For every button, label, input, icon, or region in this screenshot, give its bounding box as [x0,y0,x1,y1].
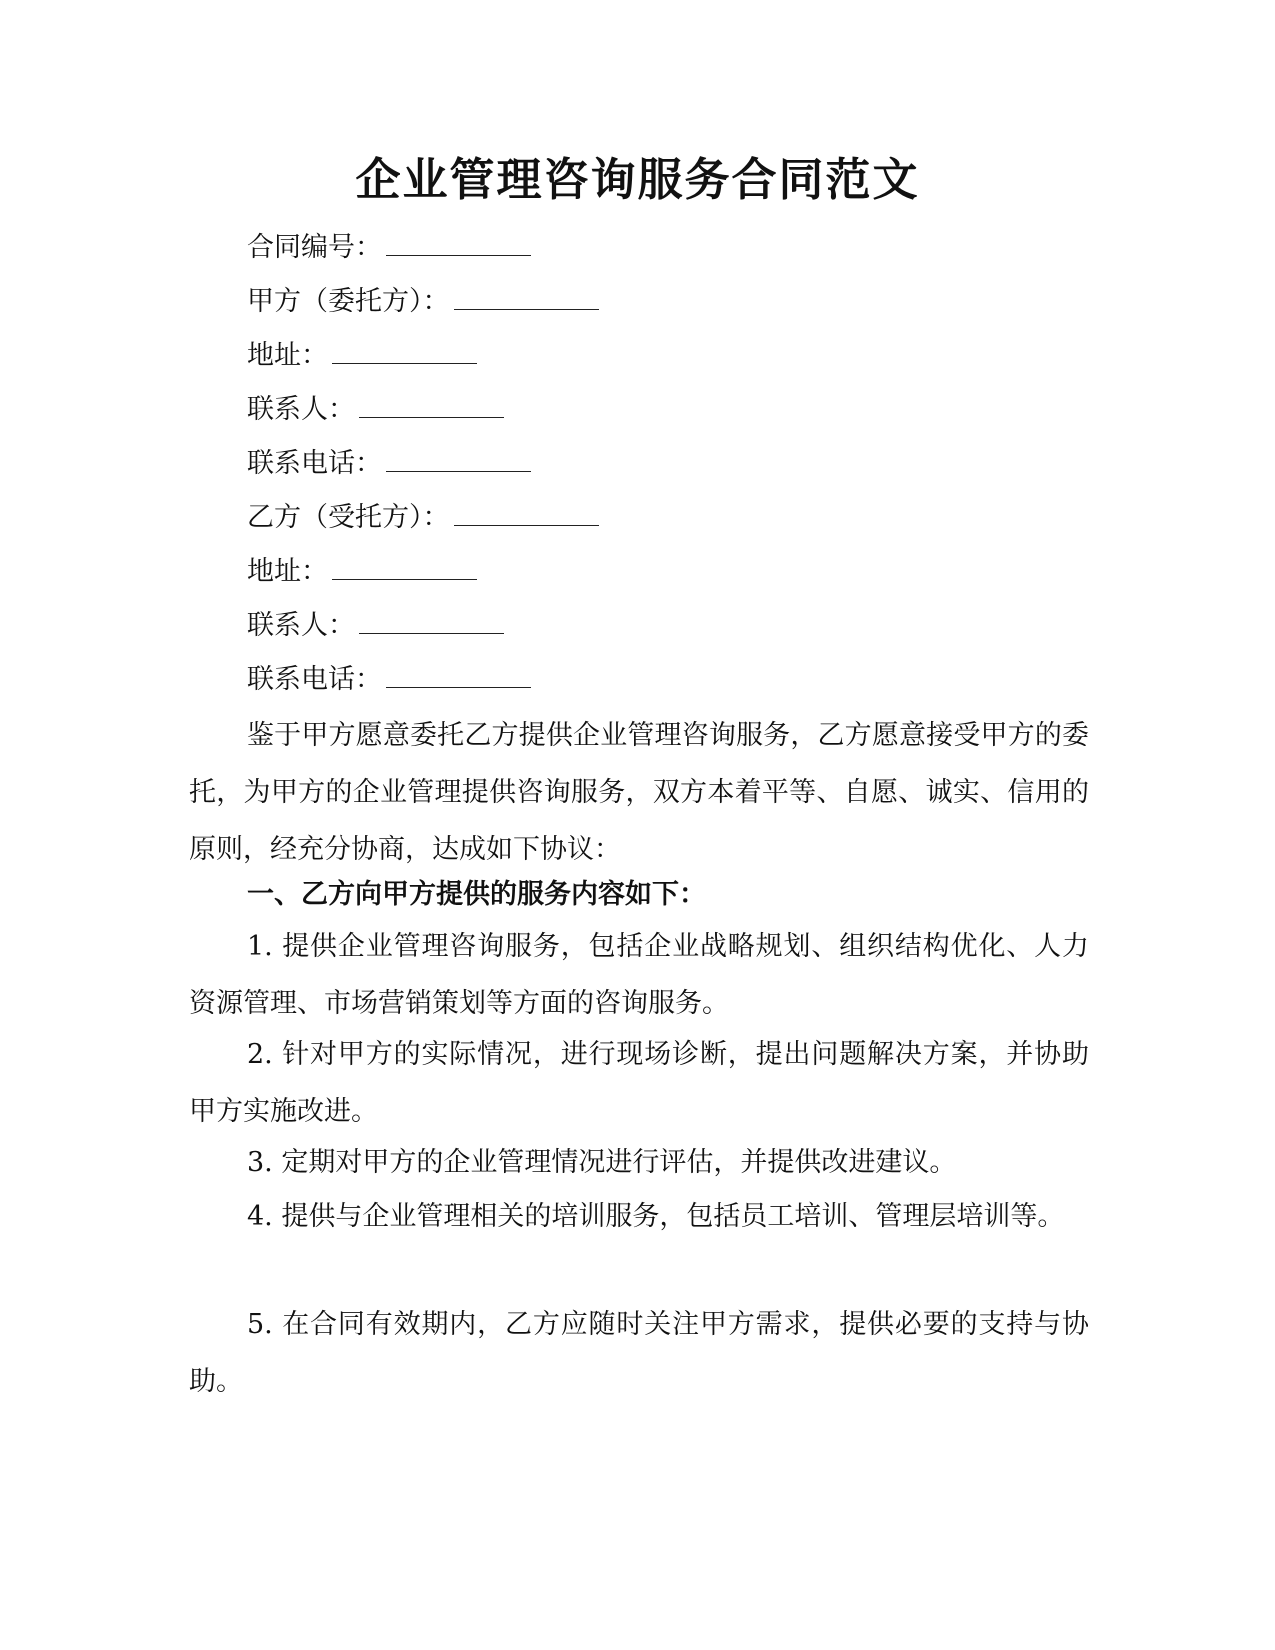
field-party-a-address [247,337,477,374]
blank-line [386,229,531,256]
field-party-b [247,499,599,536]
field-party-a [247,283,599,320]
service-item-4: 4. 提供与企业管理相关的培训服务，包括员工培训、管理层培训等。 [247,1201,1065,1232]
field-label: 地址： [247,556,328,587]
field-label: 乙方（受托方）： [247,502,450,533]
blank-line [386,445,531,472]
field-party-b-phone [247,661,531,698]
blank-line [454,283,599,310]
blank-line [454,499,599,526]
blank-line [386,661,531,688]
service-item-1: 1. 提供企业管理咨询服务，包括企业战略规划、组织结构优化、人力资源管理、市场营销策划等方面的咨询服务。 [189,931,1089,1019]
section-heading: 一、乙方向甲方提供的服务内容如下： [247,879,706,910]
document-title: 企业管理咨询服务合同范文 [355,153,920,206]
service-item-2: 2. 针对甲方的实际情况，进行现场诊断，提出问题解决方案，并协助甲方实施改进。 [189,1039,1089,1127]
service-item-3: 3. 定期对甲方的企业管理情况进行评估，并提供改进建议。 [247,1147,957,1178]
field-label: 联系人： [247,610,355,641]
field-label: 合同编号： [247,232,382,263]
field-label: 联系电话： [247,448,382,479]
preamble-paragraph: 鉴于甲方愿意委托乙方提供企业管理咨询服务，乙方愿意接受甲方的委托，为甲方的企业管理提供咨询服务，双方本着平等、自愿、诚实、信用的原则，经充分协商，达成如下协议： [189,720,1089,865]
field-label: 甲方（委托方）： [247,286,450,317]
field-label: 联系电话： [247,664,382,695]
service-item-5: 5. 在合同有效期内，乙方应随时关注甲方需求，提供必要的支持与协助。 [189,1309,1089,1397]
field-party-a-phone [247,445,531,482]
field-label: 联系人： [247,394,355,425]
blank-line [332,553,477,580]
blank-line [359,391,504,418]
blank-line [332,337,477,364]
field-label: 地址： [247,340,328,371]
field-party-a-contact [247,391,504,428]
field-party-b-address [247,553,477,590]
blank-line [359,607,504,634]
field-party-b-contact [247,607,504,644]
field-contract-number [247,229,531,266]
